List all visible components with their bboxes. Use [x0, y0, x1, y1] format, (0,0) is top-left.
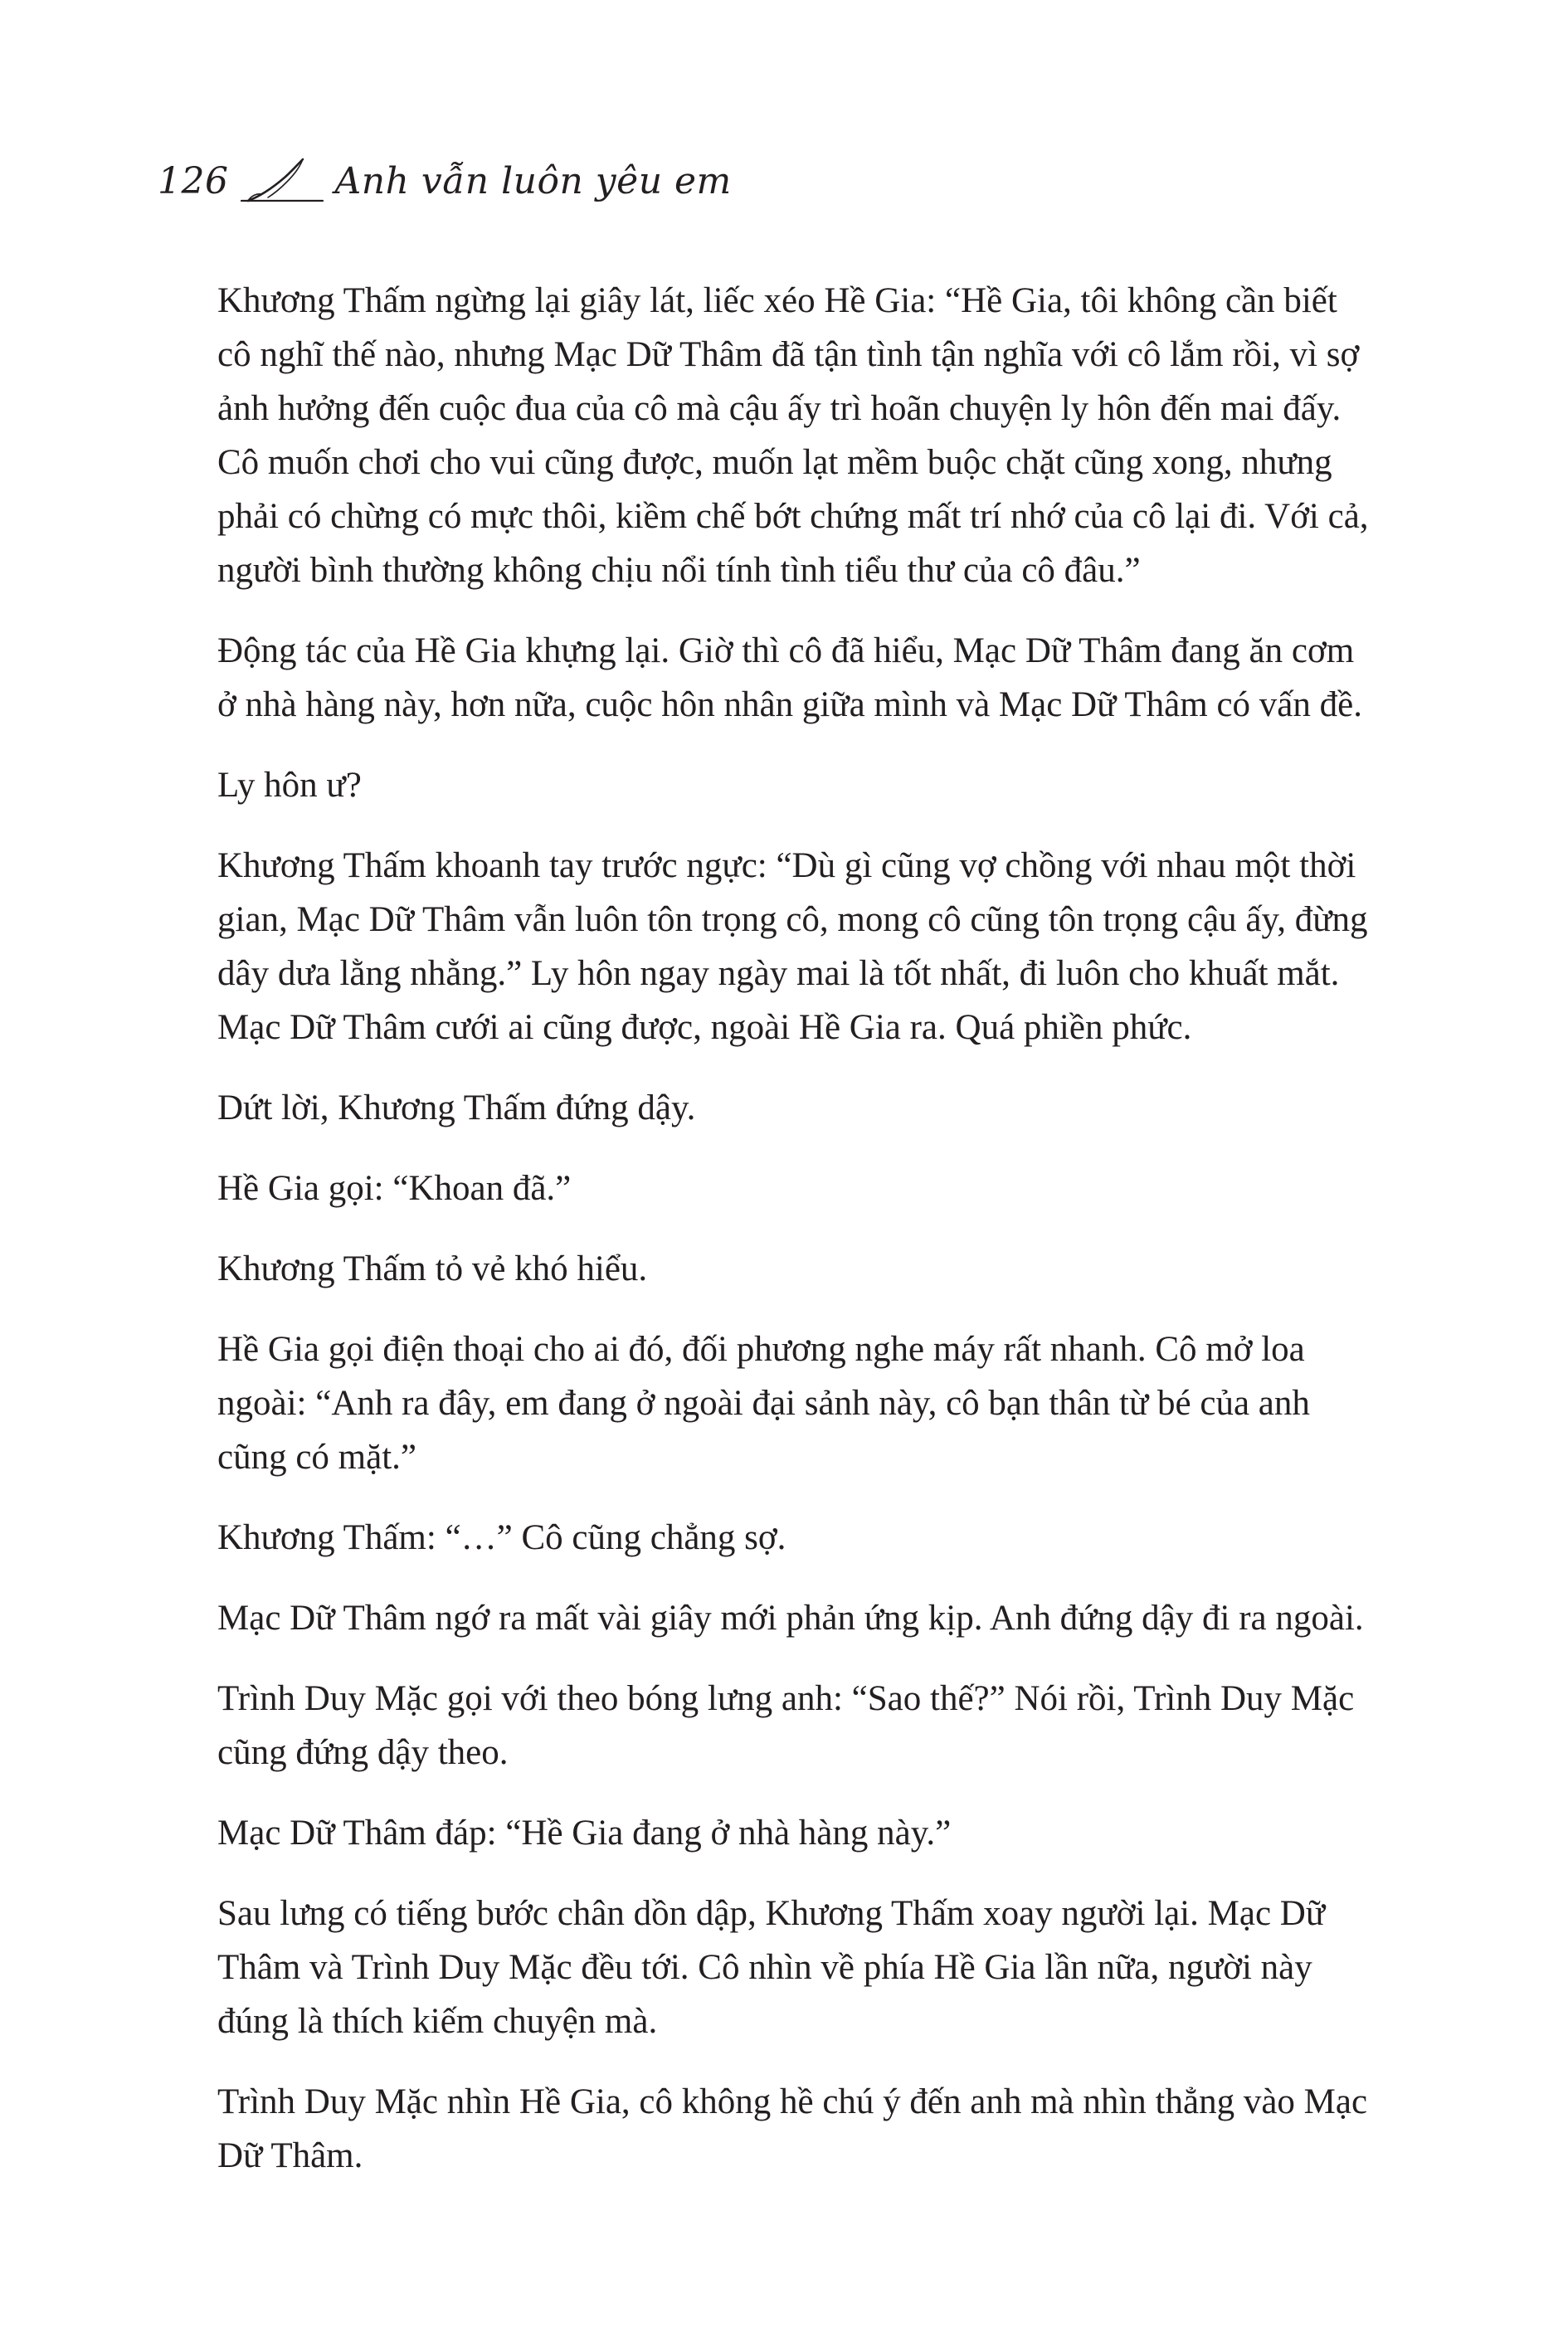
paragraph: Khương Thấm: “…” Cô cũng chẳng sợ.	[217, 1518, 786, 1557]
paragraph: Mạc Dữ Thâm ngớ ra mất vài giây mới phản ứng kịp. Anh đứng dậy đi ra ngoài.	[217, 1599, 1364, 1638]
paragraph: Trình Duy Mặc nhìn Hề Gia, cô không hề chú ý đến anh mà nhìn thẳng vào Mạc Dữ Thâm.	[217, 2082, 1368, 2175]
paragraph: Khương Thấm khoanh tay trước ngực: “Dù gì cũng vợ chồng với nhau một thời gian, Mạc Dữ Thâm vẫn luôn tôn trọng cô, mong cô cũng tôn trọng cậu ấy, đừng dây dưa lằng nhằng.” Ly hôn ngay ngày mai là tốt nhất, đi luôn cho khuất mắt. Mạc Dữ Thâm cưới ai cũng được, ngoài Hề Gia ra. Quá phiền phức.	[217, 846, 1368, 1047]
paragraph: Hề Gia gọi điện thoại cho ai đó, đối phương nghe máy rất nhanh. Cô mở loa ngoài: “Anh ra đây, em đang ở ngoài đại sảnh này, cô bạn thân từ bé của anh cũng có mặt.”	[217, 1330, 1310, 1477]
paragraph: Dứt lời, Khương Thấm đứng dậy.	[217, 1088, 696, 1127]
running-header	[158, 148, 732, 214]
book-title: Anh vẫn luôn yêu em	[334, 159, 732, 202]
paragraph: Ly hôn ư?	[217, 766, 362, 805]
paragraph: Trình Duy Mặc gọi với theo bóng lưng anh: “Sao thế?” Nói rồi, Trình Duy Mặc cũng đứng dậy theo.	[217, 1679, 1355, 1772]
pen-flourish-icon	[236, 154, 328, 207]
paragraph: Sau lưng có tiếng bước chân dồn dập, Khương Thấm xoay người lại. Mạc Dữ Thâm và Trình Duy Mặc đều tới. Cô nhìn về phía Hề Gia lần nữa, người này đúng là thích kiếm chuyện mà.	[217, 1894, 1326, 2041]
paragraph: Động tác của Hề Gia khựng lại. Giờ thì cô đã hiểu, Mạc Dữ Thâm đang ăn cơm ở nhà hàng này, hơn nữa, cuộc hôn nhân giữa mình và Mạc Dữ Thâm có vấn đề.	[217, 631, 1362, 724]
paragraph: Khương Thấm ngừng lại giây lát, liếc xéo Hề Gia: “Hề Gia, tôi không cần biết cô nghĩ thế nào, nhưng Mạc Dữ Thâm đã tận tình tận nghĩa với cô lắm rồi, vì sợ ảnh hưởng đến cuộc đua của cô mà cậu ấy trì hoãn chuyện ly hôn đến mai đấy. Cô muốn chơi cho vui cũng được, muốn lạt mềm buộc chặt cũng xong, nhưng phải có chừng có mực thôi, kiềm chế bớt chứng mất trí nhớ của cô lại đi. Với cả, người bình thường không chịu nổi tính tình tiểu thư của cô đâu.”	[217, 281, 1369, 590]
paragraph: Khương Thấm tỏ vẻ khó hiểu.	[217, 1249, 648, 1288]
paragraph: Mạc Dữ Thâm đáp: “Hề Gia đang ở nhà hàng này.”	[217, 1814, 952, 1853]
paragraph: Hề Gia gọi: “Khoan đã.”	[217, 1169, 572, 1208]
page-number: 126	[158, 159, 229, 202]
body-text	[217, 274, 1377, 2209]
